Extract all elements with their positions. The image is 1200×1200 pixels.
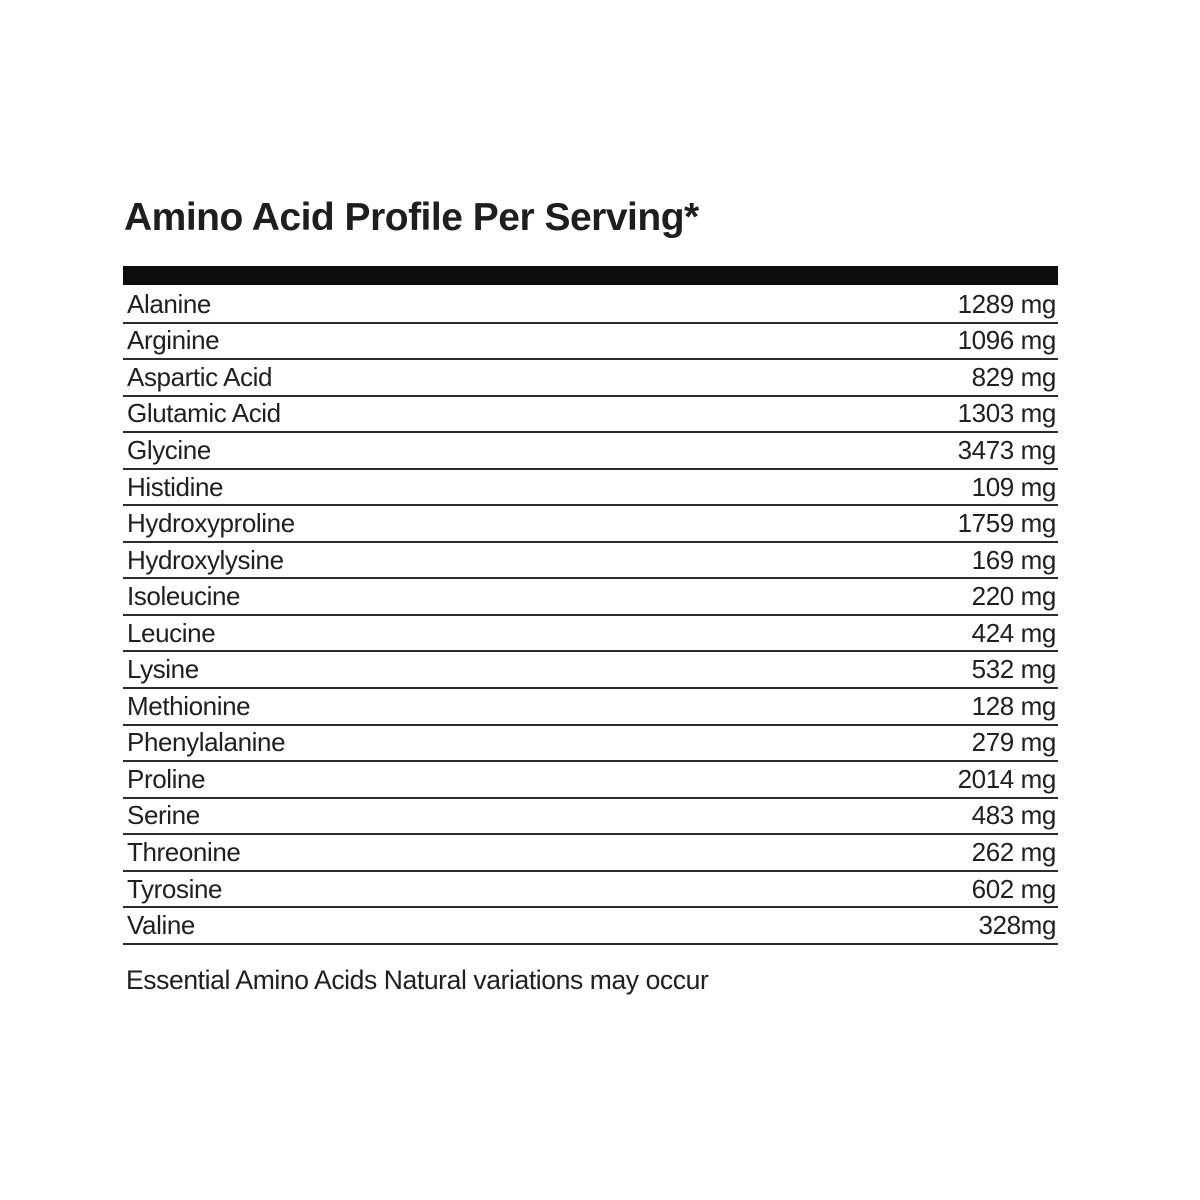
amino-acid-name: Hydroxylysine	[127, 544, 284, 575]
amino-acid-table	[123, 287, 1058, 945]
table-row	[123, 762, 1058, 799]
amino-acid-name: Aspartic Acid	[127, 361, 273, 392]
table-row	[123, 726, 1058, 763]
page-title: Amino Acid Profile Per Serving*	[124, 196, 699, 239]
amino-acid-name: Lysine	[127, 654, 199, 685]
table-row	[123, 543, 1058, 580]
amino-acid-name: Alanine	[127, 288, 211, 319]
amino-acid-amount: 1096 mg	[957, 325, 1056, 356]
table-row	[123, 652, 1058, 689]
footnote: Essential Amino Acids Natural variations may occur	[126, 965, 709, 995]
table-row	[123, 506, 1058, 543]
table-row	[123, 579, 1058, 616]
header-divider-bar	[123, 266, 1058, 285]
amino-acid-name: Proline	[127, 763, 206, 794]
amino-acid-name: Arginine	[127, 325, 220, 356]
amino-acid-name: Valine	[127, 910, 195, 941]
amino-acid-name: Phenylalanine	[127, 727, 286, 758]
table-row	[123, 324, 1058, 361]
amino-acid-amount: 3473 mg	[957, 434, 1056, 465]
amino-acid-amount: 279 mg	[971, 727, 1056, 758]
amino-acid-name: Serine	[127, 800, 200, 831]
amino-acid-name: Leucine	[127, 617, 216, 648]
amino-acid-amount: 128 mg	[971, 690, 1056, 721]
amino-acid-amount: 169 mg	[971, 544, 1056, 575]
amino-acid-amount: 1759 mg	[957, 508, 1056, 539]
table-row	[123, 287, 1058, 324]
amino-acid-name: Glutamic Acid	[127, 398, 281, 429]
amino-acid-name: Hydroxyproline	[127, 508, 295, 539]
table-row	[123, 908, 1058, 945]
amino-acid-name: Tyrosine	[127, 873, 223, 904]
amino-acid-name: Threonine	[127, 836, 241, 867]
amino-acid-amount: 328mg	[978, 910, 1056, 941]
amino-acid-amount: 262 mg	[971, 836, 1056, 867]
amino-acid-name: Histidine	[127, 471, 224, 502]
table-row	[123, 433, 1058, 470]
table-row	[123, 689, 1058, 726]
amino-acid-name: Isoleucine	[127, 581, 241, 612]
amino-acid-name: Methionine	[127, 690, 251, 721]
amino-acid-amount: 602 mg	[971, 873, 1056, 904]
table-row	[123, 616, 1058, 653]
amino-acid-amount: 424 mg	[971, 617, 1056, 648]
amino-acid-amount: 2014 mg	[957, 763, 1056, 794]
amino-acid-amount: 109 mg	[971, 471, 1056, 502]
table-row	[123, 470, 1058, 507]
table-row	[123, 360, 1058, 397]
table-row	[123, 397, 1058, 434]
amino-acid-amount: 532 mg	[971, 654, 1056, 685]
table-row	[123, 872, 1058, 909]
amino-acid-amount: 220 mg	[971, 581, 1056, 612]
table-row	[123, 835, 1058, 872]
amino-acid-amount: 483 mg	[971, 800, 1056, 831]
amino-acid-amount: 829 mg	[971, 361, 1056, 392]
amino-acid-amount: 1303 mg	[957, 398, 1056, 429]
table-row	[123, 799, 1058, 836]
amino-acid-name: Glycine	[127, 434, 211, 465]
amino-acid-amount: 1289 mg	[957, 288, 1056, 319]
